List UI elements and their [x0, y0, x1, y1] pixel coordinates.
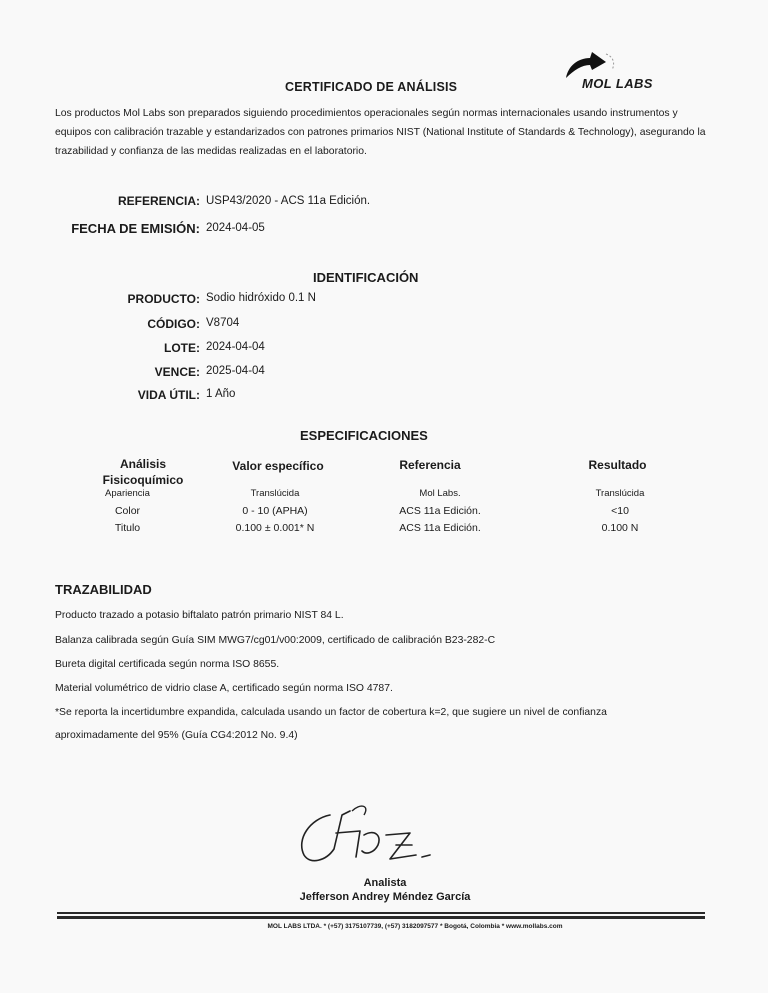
col-header-analisis: Análisis Fisicoquímico [102, 457, 184, 487]
trazabilidad-line: Bureta digital certificada según norma ISO 8655. [55, 659, 280, 670]
table-cell: <10 [611, 505, 629, 517]
table-cell: Translúcida [250, 488, 300, 499]
referencia-label: REFERENCIA: [117, 194, 200, 208]
document-title: CERTIFICADO DE ANÁLISIS [285, 80, 458, 94]
referencia-value: USP43/2020 - ACS 11a Edición. [206, 195, 371, 207]
analyst-signature [290, 795, 460, 875]
producto-label: PRODUCTO: [127, 292, 200, 306]
lote-label: LOTE: [164, 341, 200, 355]
footer-contact: MOL LABS LTDA. * (+57) 3175107739, (+57) 3182097577 * Bogotá, Colombia * www.mollabs.com [267, 923, 563, 930]
codigo-label: CÓDIGO: [147, 317, 200, 331]
table-cell: 0.100 ± 0.001* N [235, 522, 315, 534]
table-cell: Titulo [114, 522, 141, 534]
fecha-emision-label: FECHA DE EMISIÓN: [71, 221, 200, 236]
table-cell: ACS 11a Edición. [399, 522, 481, 534]
table-cell: ACS 11a Edición. [399, 505, 481, 517]
producto-value: Sodio hidróxido 0.1 N [206, 292, 316, 304]
col-header-valor: Valor específico [232, 459, 324, 473]
table-cell: 0.100 N [601, 522, 639, 534]
vida-util-label: VIDA ÚTIL: [137, 388, 200, 402]
intro-paragraph: Los productos Mol Labs son preparados siguiendo procedimientos operacionales según normas internacionales usando instrumentos y equipos con calibración trazable y estandarizados con patrones primarios NIST (National Institute of Standards & Technology), asegurando la trazabilidad y confianza de las medidas realizadas en el laboratorio. [55, 108, 706, 157]
logo-text: MOL LABS [582, 76, 653, 91]
lote-value: 2024-04-04 [206, 341, 265, 353]
fecha-emision-value: 2024-04-05 [206, 222, 265, 234]
trazabilidad-line: aproximadamente del 95% (Guía CG4:2012 No. 9.4) [55, 730, 298, 741]
mol-labs-logo [560, 48, 660, 98]
trazabilidad-line: *Se reporta la incertidumbre expandida, calculada usando un factor de cobertura k=2, que sugiere un nivel de confianza [55, 707, 607, 718]
identificacion-heading: IDENTIFICACIÓN [313, 270, 419, 285]
codigo-value: V8704 [206, 317, 240, 329]
signature-name: Jefferson Andrey Méndez García [299, 891, 471, 903]
vence-label: VENCE: [154, 365, 200, 379]
col-header-referencia: Referencia [399, 458, 461, 472]
table-cell: Mol Labs. [419, 488, 461, 499]
footer-divider [57, 912, 705, 914]
table-cell: 0 - 10 (APHA) [242, 505, 308, 517]
vence-value: 2025-04-04 [206, 365, 265, 377]
trazabilidad-heading: TRAZABILIDAD [55, 582, 152, 597]
table-cell: Apariencia [105, 488, 150, 499]
signature-role: Analista [363, 877, 407, 889]
vida-util-value: 1 Año [206, 388, 236, 400]
footer-divider [57, 916, 705, 919]
trazabilidad-line: Material volumétrico de vidrio clase A, certificado según norma ISO 4787. [55, 683, 393, 694]
especificaciones-heading: ESPECIFICACIONES [300, 428, 428, 443]
col-header-resultado: Resultado [588, 458, 647, 472]
table-cell: Color [114, 505, 141, 517]
trazabilidad-line: Balanza calibrada según Guía SIM MWG7/cg01/v00:2009, certificado de calibración B23-282-C [55, 635, 496, 646]
trazabilidad-line: Producto trazado a potasio biftalato patrón primario NIST 84 L. [55, 610, 344, 621]
table-cell: Translúcida [595, 488, 645, 499]
